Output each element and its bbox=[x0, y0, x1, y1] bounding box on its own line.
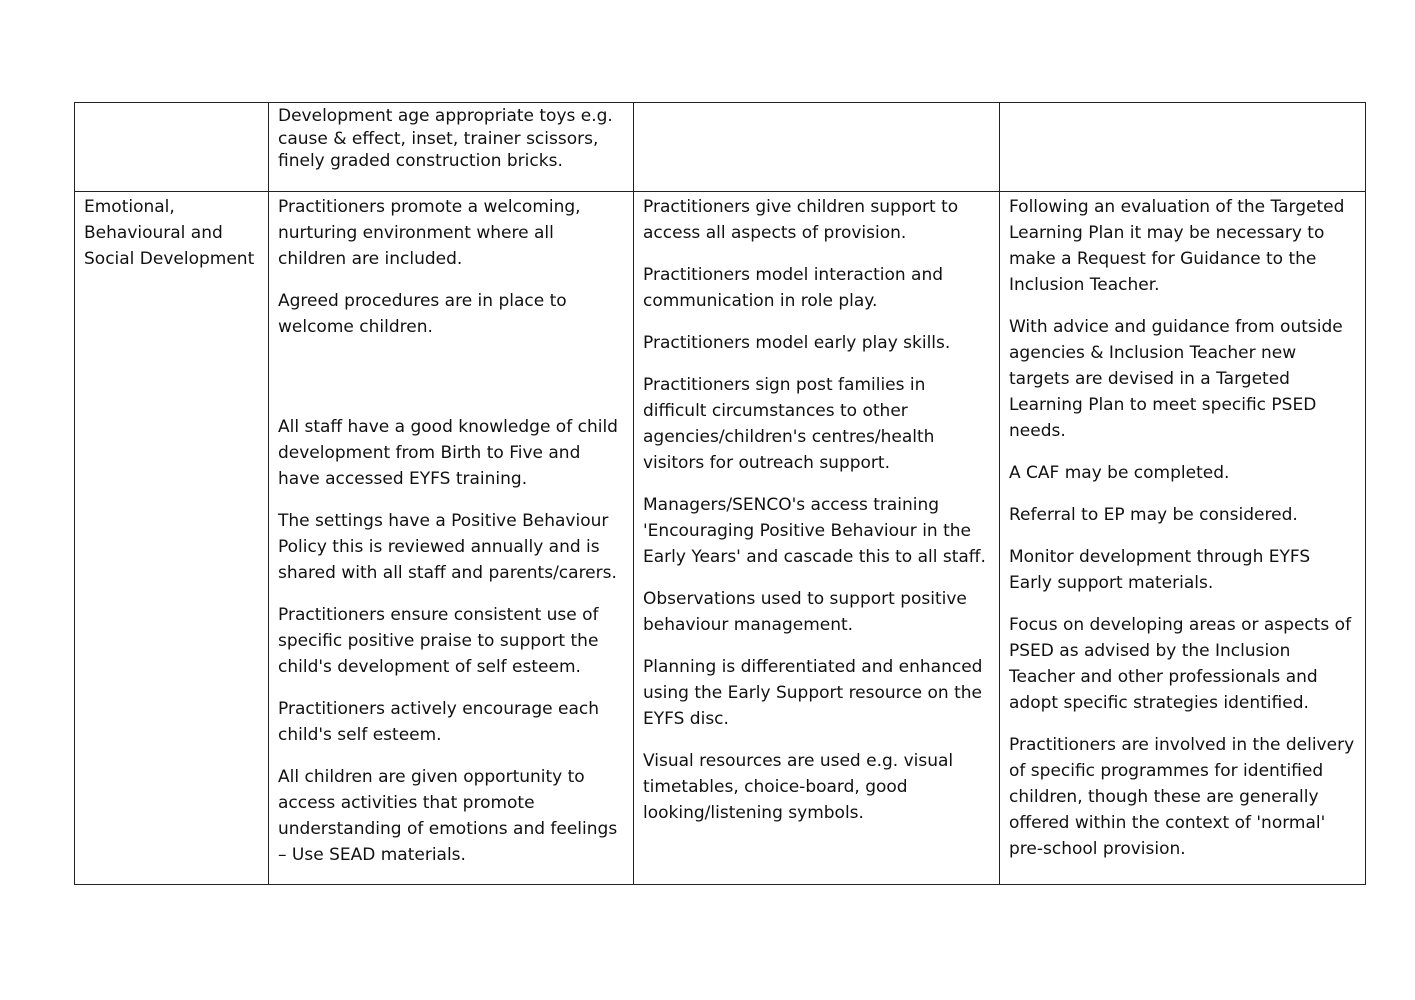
specialist-provision-cell bbox=[1000, 103, 1366, 192]
cell-paragraph: Agreed procedures are in place to welcome children. bbox=[278, 291, 567, 337]
cell-line: finely graded construction bricks. bbox=[278, 151, 563, 171]
cell-paragraph: Practitioners sign post families in difficult circumstances to other agencies/children's centres/health visitors for outreach support. bbox=[643, 375, 935, 473]
cell-paragraph: Practitioners model early play skills. bbox=[643, 333, 951, 353]
universal-provision-cell bbox=[269, 103, 634, 192]
cell-paragraph: Focus on developing areas or aspects of PSED as advised by the Inclusion Teacher and other professionals and adopt specific strategies identified. bbox=[1009, 615, 1352, 713]
cell-paragraph: The settings have a Positive Behaviour Policy this is reviewed annually and is shared with all staff and parents/carers. bbox=[278, 511, 617, 583]
cell-paragraph: All children are given opportunity to access activities that promote understanding of emotions and feelings – Use SEAD materials. bbox=[278, 767, 618, 865]
cell-paragraph: Practitioners ensure consistent use of specific positive praise to support the child's development of self esteem. bbox=[278, 605, 599, 677]
category-line: Social Development bbox=[84, 249, 255, 269]
cell-paragraph: A CAF may be completed. bbox=[1009, 463, 1230, 483]
cell-paragraph: Planning is differentiated and enhanced using the Early Support resource on the EYFS disc. bbox=[643, 657, 983, 729]
targeted-provision-cell bbox=[634, 192, 1000, 885]
cell-paragraph: All staff have a good knowledge of child development from Birth to Five and have accessed EYFS training. bbox=[278, 417, 618, 489]
category-line: Behavioural and bbox=[84, 223, 223, 243]
cell-paragraph: Practitioners promote a welcoming, nurturing environment where all children are included. bbox=[278, 197, 581, 269]
blank-spacer bbox=[278, 356, 625, 414]
cell-paragraph: Practitioners actively encourage each child's self esteem. bbox=[278, 699, 600, 745]
specialist-provision-cell bbox=[1000, 192, 1366, 885]
table-row bbox=[75, 103, 1366, 192]
cell-paragraph: With advice and guidance from outside agencies & Inclusion Teacher new targets are devised in a Targeted Learning Plan to meet specific PSED needs. bbox=[1009, 317, 1343, 441]
cell-line: cause & effect, inset, trainer scissors, bbox=[278, 128, 599, 149]
table-row bbox=[75, 192, 1366, 885]
targeted-provision-cell bbox=[634, 103, 1000, 192]
universal-provision-cell bbox=[269, 192, 634, 885]
provision-table bbox=[74, 102, 1366, 885]
cell-paragraph: Practitioners are involved in the delivery of specific programmes for identified children, though these are generally offered within the context of 'normal' pre-school provision. bbox=[1009, 735, 1355, 859]
cell-line: Development age appropriate toys e.g. bbox=[278, 106, 613, 126]
cell-paragraph: Following an evaluation of the Targeted Learning Plan it may be necessary to make a Request for Guidance to the Inclusion Teacher. bbox=[1009, 197, 1345, 295]
cell-paragraph: Managers/SENCO's access training 'Encouraging Positive Behaviour in the Early Years' and cascade this to all staff. bbox=[643, 495, 986, 567]
category-line: Emotional, bbox=[84, 197, 175, 217]
cell-paragraph: Visual resources are used e.g. visual timetables, choice-board, good looking/listening symbols. bbox=[643, 751, 954, 823]
cell-paragraph: Referral to EP may be considered. bbox=[1009, 505, 1298, 525]
cell-paragraph: Observations used to support positive behaviour management. bbox=[643, 589, 967, 635]
cell-paragraph: Monitor development through EYFS Early support materials. bbox=[1009, 547, 1311, 593]
category-cell bbox=[75, 192, 269, 885]
category-cell bbox=[75, 103, 269, 192]
cell-paragraph: Practitioners model interaction and communication in role play. bbox=[643, 265, 944, 311]
cell-paragraph: Practitioners give children support to access all aspects of provision. bbox=[643, 197, 959, 243]
